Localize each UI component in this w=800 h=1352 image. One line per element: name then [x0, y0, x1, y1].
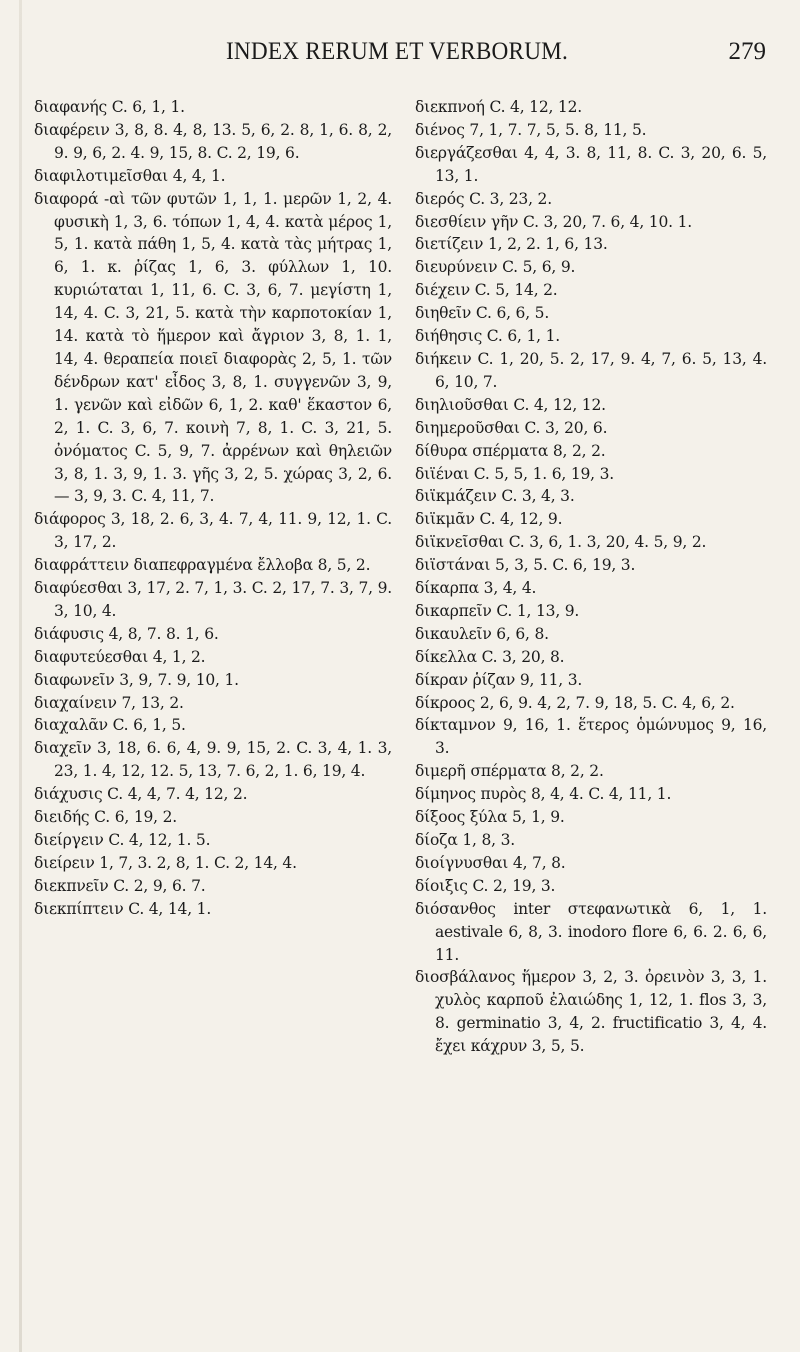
index-entry: διαφορά -αὶ τῶν φυτῶν 1, 1, 1. μερῶν 1, 2, 4. φυσικὴ 1, 3, 6. τόπων 1, 4, 4. κατὰ μέρος 1, 5, 1. κατὰ πάθη 1, 5, 4. κατὰ τὰς μήτρας 1, 6, 1. κ. ῥίζας 1, 6, 3. φύλλων 1, 10. κυριώταται 1, 11, 6. C. 3, 6, 7. μεγίστη 1, 14, 4. C. 3, 21, 5. κατὰ τὴν καρποτοκίαν 1, 14. κατὰ τὸ ἥμερον καὶ ἄγριον 3, 8, 1. 1, 14, 4. θεραπεία ποιεῖ διαφορὰς 2, 5, 1. τῶν δένδρων κατ' εἶδος 3, 8, 1. συγγενῶν 3, 9, 1. γενῶν καὶ εἰδῶν 6, 1, 2. καθ' ἕκαστον 6, 2, 1. C. 3, 6, 7. κοινὴ 7, 8, 1. C. 3, 21, 5. ὀνόματος C. 5, 9, 7. ἀρρένων καὶ θηλειῶν 3, 8, 1. 3, 9, 1. 3. γῆς 3, 2, 5. χώρας 3, 2, 6. — 3, 9, 3. C. 4, 11, 7. — [34, 189, 392, 506]
index-entry: διάφορος 3, 18, 2. 6, 3, 4. 7, 4, 11. 9, 12, 1. C. 3, 17, 2. — [34, 510, 392, 552]
index-entry: διεκπίπτειν C. 4, 14, 1. — [34, 899, 212, 918]
index-entry: διηλιοῦσθαι C. 4, 12, 12. — [415, 395, 606, 414]
index-entry: διαχαλᾶν C. 6, 1, 5. — [34, 716, 186, 735]
index-entry: διοίγνυσθαι 4, 7, 8. — [415, 853, 566, 872]
index-entry: διαφανής C. 6, 1, 1. — [34, 98, 185, 116]
index-entry: διαφράττειν διαπεφραγμένα ἔλλοβα 8, 5, 2. — [34, 556, 371, 575]
index-entry: δίοζα 1, 8, 3. — [415, 831, 515, 849]
index-entry: δίοιξις C. 2, 19, 3. — [415, 876, 556, 895]
index-entry: διέχειν C. 5, 14, 2. — [415, 281, 558, 300]
running-title: INDEX RERUM ET VERBORUM. — [226, 38, 569, 65]
index-entry: δικαυλεῖν 6, 6, 8. — [415, 624, 549, 643]
index-entry: διερός C. 3, 23, 2. — [415, 189, 552, 208]
index-entry: δίκταμνον 9, 16, 1. ἕτερος ὁμώνυμος 9, 16, 3. — [415, 716, 767, 758]
index-entry: διαχεῖν 3, 18, 6. 6, 4, 9. 9, 15, 2. C. 3, 4, 1. 3, 23, 1. 4, 12, 12. 5, 13, 7. 6, 2, 1. 6, 19, 4. — [34, 739, 392, 781]
index-entry: διετίζειν 1, 2, 2. 1, 6, 13. — [415, 235, 608, 254]
index-entry: διαφέρειν 3, 8, 8. 4, 8, 13. 5, 6, 2. 8, 1, 6. 8, 2, 9. 9, 6, 2. 4. 9, 15, 8. C. 2, 19, 6. — [34, 120, 392, 162]
index-entry: διήθησις C. 6, 1, 1. — [415, 327, 560, 346]
index-entry: διϊστάναι 5, 3, 5. C. 6, 19, 3. — [415, 556, 636, 575]
index-entry: διένος 7, 1, 7. 7, 5, 5. 8, 11, 5. — [415, 120, 647, 139]
index-entry: διείρειν 1, 7, 3. 2, 8, 1. C. 2, 14, 4. — [34, 853, 297, 872]
index-entry: δίκελλα C. 3, 20, 8. — [415, 647, 565, 666]
index-entry: διϊκνεῖσθαι C. 3, 6, 1. 3, 20, 4. 5, 9, 2. — [415, 533, 707, 552]
index-entry: δίξοος ξύλα 5, 1, 9. — [415, 808, 565, 827]
index-entry: διευρύνειν C. 5, 6, 9. — [415, 258, 576, 277]
index-entry: διοσβάλανος ἥμερον 3, 2, 3. ὀρεινὸν 3, 3, 1. χυλὸς καρποῦ ἐλαιώδης 1, 12, 1. flos 3, 3, 8. germinatio 3, 4, 2. fructificatio 3, 4, 4. ἔχει κάχρυν 3, 5, 5. — [415, 968, 767, 1056]
index-entry: δίμηνος πυρὸς 8, 4, 4. C. 4, 11, 1. — [415, 785, 672, 804]
index-entry: δίκαρπα 3, 4, 4. — [415, 579, 537, 598]
index-entry: διείργειν C. 4, 12, 1. 5. — [34, 831, 211, 849]
page-number: 279 — [728, 38, 766, 65]
index-entry: διεκπνοή C. 4, 12, 12. — [415, 98, 582, 116]
index-entry: διηθεῖν C. 6, 6, 5. — [415, 304, 550, 323]
index-entry: διϊκμᾶν C. 4, 12, 9. — [415, 510, 563, 529]
page-header — [0, 38, 800, 78]
index-entry: διαχαίνειν 7, 13, 2. — [34, 693, 184, 712]
index-entry: διαφύεσθαι 3, 17, 2. 7, 1, 3. C. 2, 17, 7. 3, 7, 9. 3, 10, 4. — [34, 579, 392, 620]
index-entry: διεργάζεσθαι 4, 4, 3. 8, 11, 8. C. 3, 20, 6. 5, 13, 1. — [415, 143, 767, 185]
index-entry: διήκειν C. 1, 20, 5. 2, 17, 9. 4, 7, 6. 5, 13, 4. 6, 10, 7. — [415, 349, 767, 391]
index-entry: διμερῆ σπέρματα 8, 2, 2. — [415, 762, 604, 781]
index-entry: διαφυτεύεσθαι 4, 1, 2. — [34, 647, 206, 666]
index-entry: διάχυσις C. 4, 4, 7. 4, 12, 2. — [34, 785, 248, 804]
right-column — [415, 96, 767, 1058]
index-entry: διάφυσις 4, 8, 7. 8. 1, 6. — [34, 624, 219, 643]
left-column — [34, 96, 392, 921]
index-entry: διεκπνεῖν C. 2, 9, 6. 7. — [34, 876, 206, 895]
index-entry: διαφιλοτιμεῖσθαι 4, 4, 1. — [34, 166, 226, 185]
index-entry: διόσανθος inter στεφανωτικὰ 6, 1, 1. aestivale 6, 8, 3. inodoro flore 6, 6. 2. 6, 6, 11. — [415, 899, 767, 964]
index-entry: διειδής C. 6, 19, 2. — [34, 808, 177, 827]
index-entry: δίκραν ῥίζαν 9, 11, 3. — [415, 670, 583, 689]
index-entry: διαφωνεῖν 3, 9, 7. 9, 10, 1. — [34, 670, 239, 689]
index-entry: διϊέναι C. 5, 5, 1. 6, 19, 3. — [415, 464, 614, 483]
index-entry: διεσθίειν γῆν C. 3, 20, 7. 6, 4, 10. 1. — [415, 212, 692, 231]
index-entry: διϊκμάζειν C. 3, 4, 3. — [415, 487, 575, 506]
page-edge-shadow — [19, 0, 22, 1352]
index-entry: δίθυρα σπέρματα 8, 2, 2. — [415, 441, 606, 460]
index-entry: διημεροῦσθαι C. 3, 20, 6. — [415, 418, 608, 437]
index-entry: δίκροος 2, 6, 9. 4, 2, 7. 9, 18, 5. C. 4, 6, 2. — [415, 693, 735, 712]
index-entry: δικαρπεῖν C. 1, 13, 9. — [415, 601, 580, 620]
